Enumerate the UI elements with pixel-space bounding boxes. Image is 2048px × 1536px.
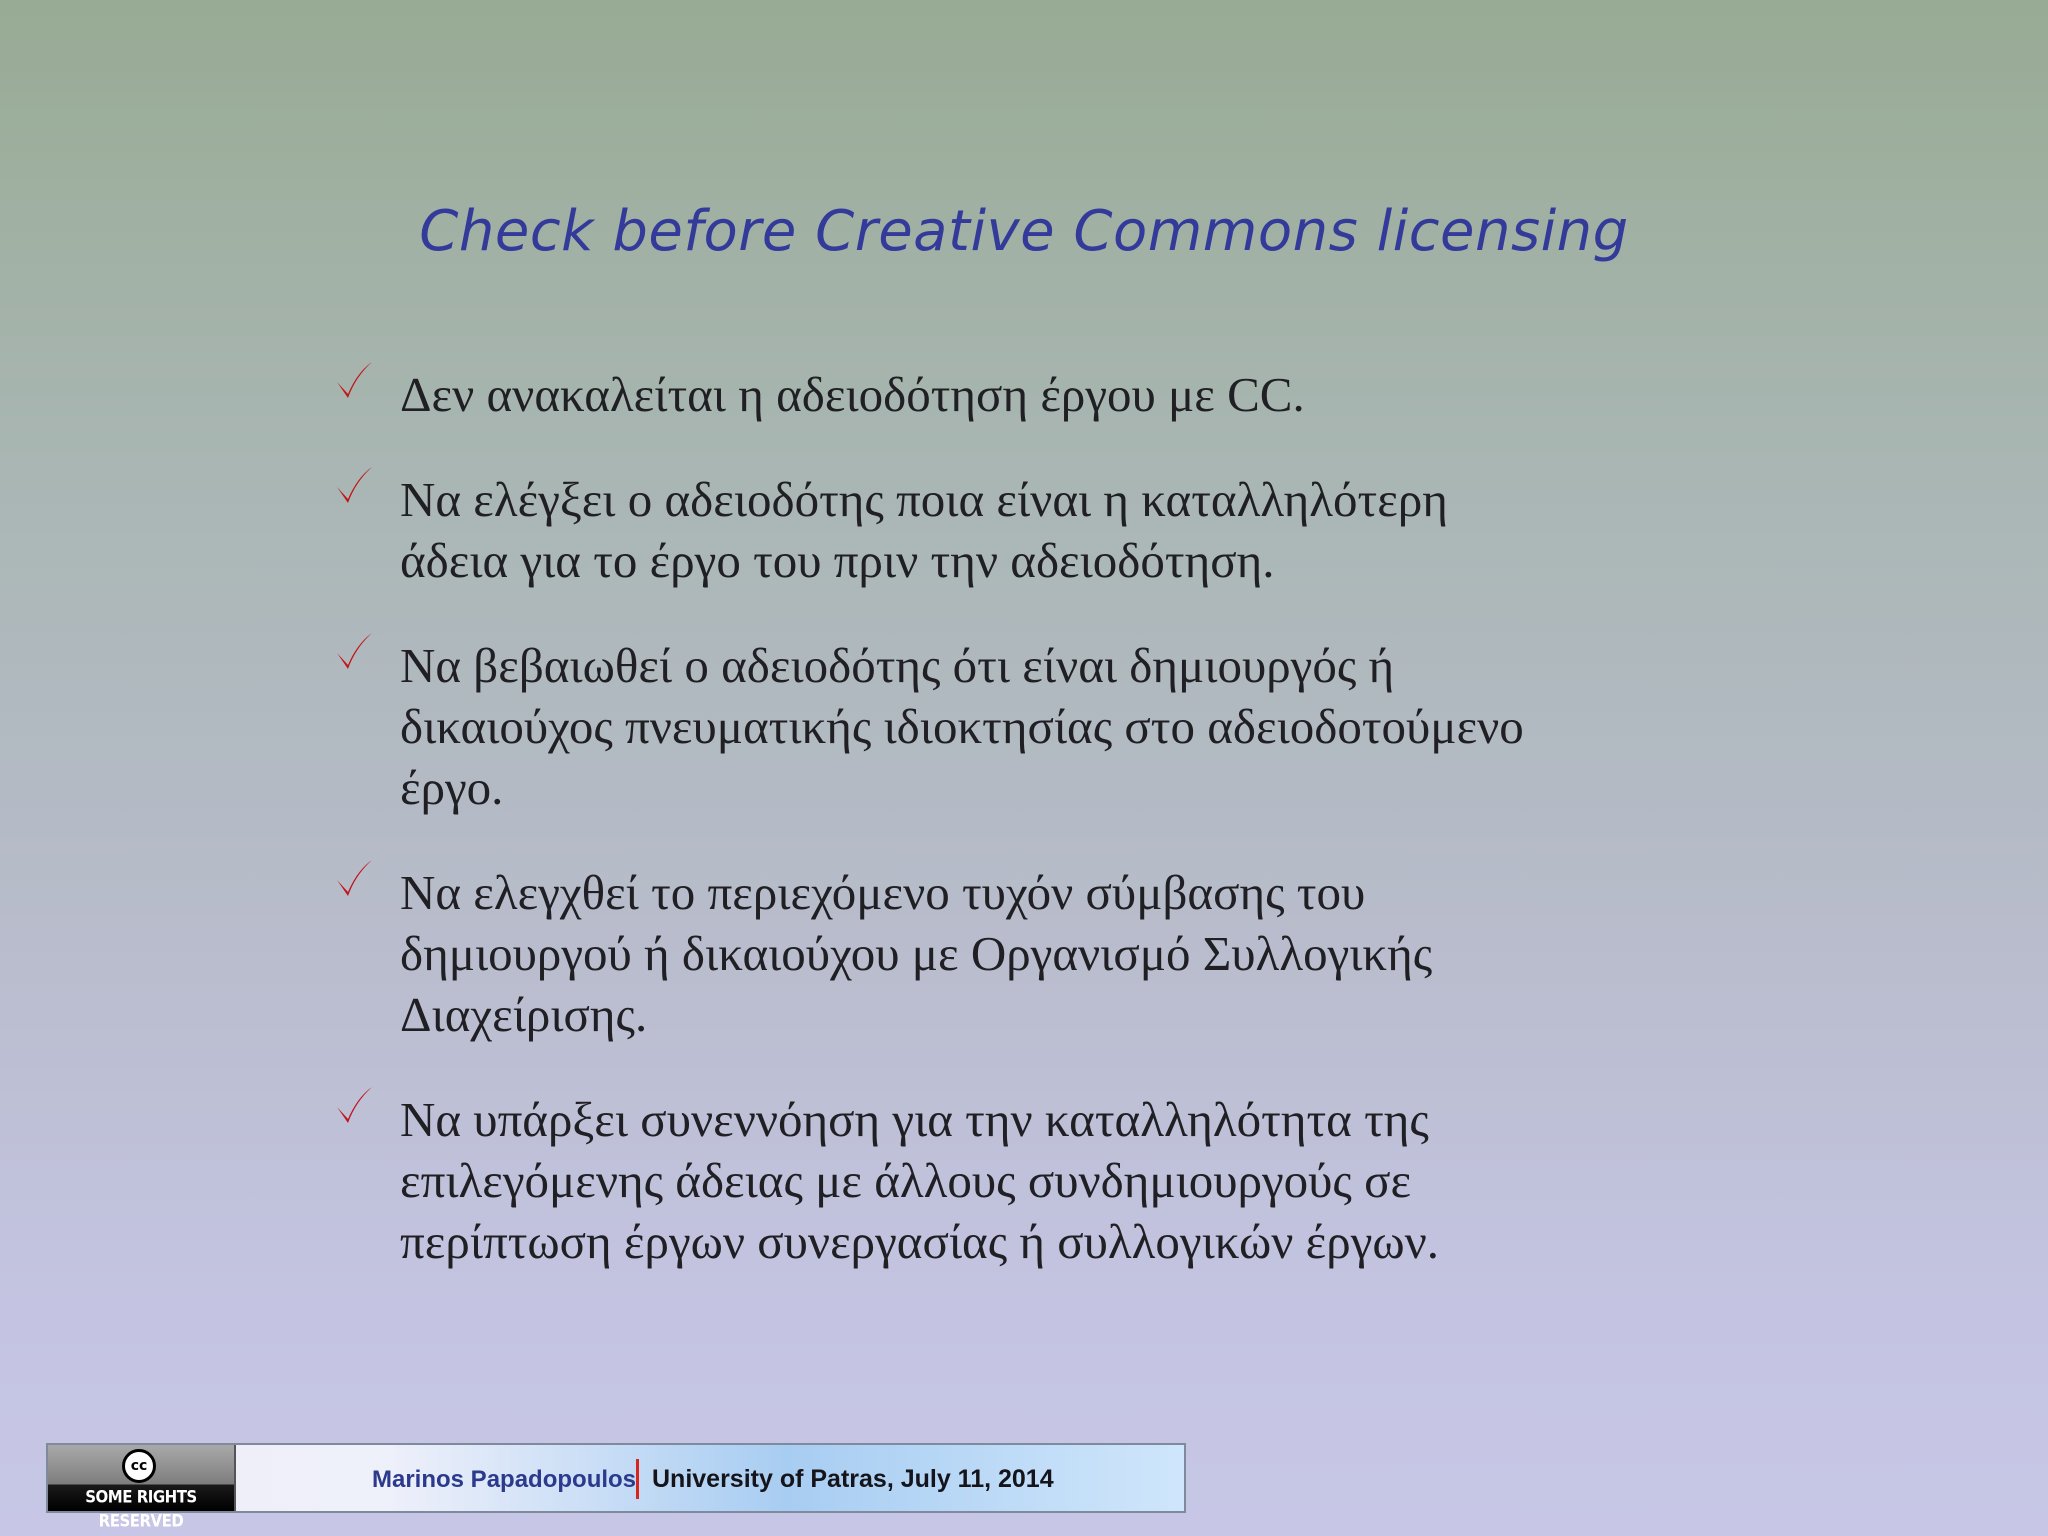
bullet-line: έργο. xyxy=(400,760,504,815)
bullet-line: Να ελέγξει ο αδειοδότης ποια είναι η καταλληλότερη xyxy=(400,472,1448,527)
bullet-line: περίπτωση έργων συνεργασίας ή συλλογικών έργων. xyxy=(400,1214,1440,1269)
checkmark-icon xyxy=(334,631,374,675)
bullet-line: Να υπάρξει συνεννόηση για την καταλληλότητα της xyxy=(400,1092,1429,1147)
bullet-line: Διαχείρισης. xyxy=(400,987,648,1042)
checkmark-icon xyxy=(334,465,374,509)
bullet-item xyxy=(334,635,1754,818)
footer-bar xyxy=(46,1443,1186,1531)
bullet-item xyxy=(334,469,1754,591)
footer-author: Marinos Papadopoulos xyxy=(372,1466,637,1493)
checkmark-icon xyxy=(334,360,374,404)
bullet-line: δημιουργού ή δικαιούχου με Οργανισμό Συλλογικής xyxy=(400,926,1433,981)
bullet-line: Δεν ανακαλείται η αδειοδότηση έργου με CC. xyxy=(400,367,1305,422)
creative-commons-icon: cc xyxy=(122,1449,156,1483)
cc-license-badge[interactable] xyxy=(48,1445,236,1531)
bullet-item xyxy=(334,364,1754,425)
bullet-line: Να βεβαιωθεί ο αδειοδότης ότι είναι δημιουργός ή xyxy=(400,638,1395,693)
footer-affiliation: University of Patras, July 11, 2014 xyxy=(652,1465,1054,1493)
bullet-list xyxy=(334,364,1754,1316)
bullet-item xyxy=(334,862,1754,1045)
checkmark-icon xyxy=(334,1085,374,1129)
checkmark-icon xyxy=(334,858,374,902)
cc-badge-text: SOME RIGHTS RESERVED xyxy=(85,1487,197,1531)
bullet-line: Να ελεγχθεί το περιεχόμενο τυχόν σύμβασης του xyxy=(400,865,1366,920)
bullet-line: άδεια για το έργο του πριν την αδειοδότηση. xyxy=(400,533,1275,588)
footer-separator xyxy=(636,1459,639,1499)
bullet-line: επιλεγόμενης άδειας με άλλους συνδημιουργούς σε xyxy=(400,1153,1412,1208)
bullet-item xyxy=(334,1089,1754,1272)
slide-title: Check before Creative Commons licensing xyxy=(419,199,1629,264)
bullet-line: δικαιούχος πνευματικής ιδιοκτησίας στο αδειοδοτούμενο xyxy=(400,699,1524,754)
